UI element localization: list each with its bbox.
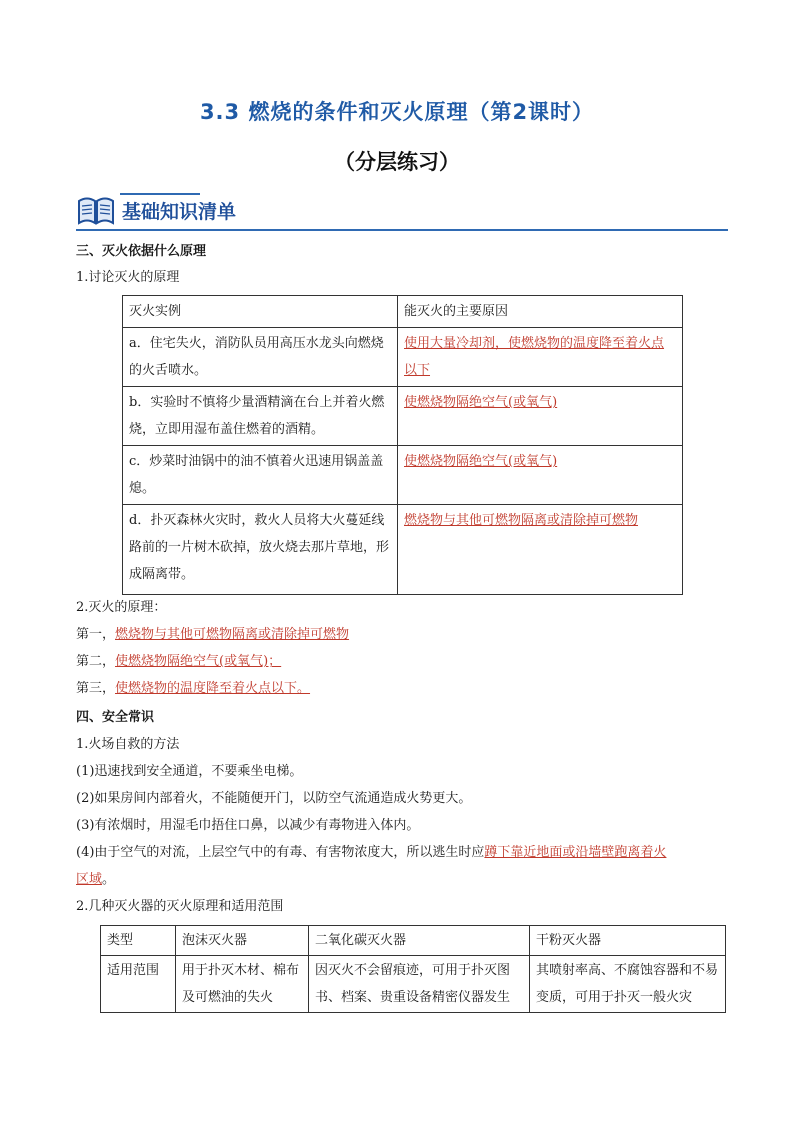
answer-text: 使用大量冷却剂，使燃烧物的温度降至着火点以下 — [404, 336, 665, 378]
table-cell-reason — [398, 328, 683, 387]
principle-prefix: 第三， — [76, 681, 116, 696]
table-row — [123, 328, 683, 387]
banner-top-line — [120, 193, 200, 195]
answer-text: 区域 — [76, 872, 103, 887]
table-header-cell: 灭火实例 — [123, 296, 398, 328]
list-item-continued — [76, 870, 115, 890]
table-cell-example: b．实验时不慎将少量酒精滴在台上并着火燃烧，立即用湿布盖住燃着的酒精。 — [123, 387, 398, 446]
answer-text: 燃烧物与其他可燃物隔离或清除掉可燃物 — [404, 513, 639, 528]
answer-text: 使燃烧物隔绝空气(或氧气)； — [115, 654, 282, 669]
principle-line — [76, 625, 349, 645]
table-header-row — [101, 926, 726, 956]
part4-q1: 1.火场自救的方法 — [76, 737, 180, 752]
table-header-row — [123, 296, 683, 328]
page-subtitle: （分层练习） — [334, 150, 460, 174]
item-text: 。 — [102, 872, 116, 887]
table-cell-reason — [398, 446, 683, 505]
banner-rule — [76, 229, 728, 231]
table-cell: 适用范围 — [101, 956, 176, 1013]
principle-line — [76, 652, 281, 672]
principle-prefix: 第一， — [76, 627, 116, 642]
table-header-cell: 二氧化碳灭火器 — [309, 926, 530, 956]
table-header-cell: 泡沫灭火器 — [176, 926, 309, 956]
table-cell-example: a．住宅失火，消防队员用高压水龙头向燃烧的火舌喷水。 — [123, 328, 398, 387]
list-item — [76, 843, 666, 863]
item-text: (4)由于空气的对流，上层空气中的有毒、有害物浓度大，所以逃生时应 — [76, 845, 485, 860]
table-row — [123, 446, 683, 505]
table-row — [123, 387, 683, 446]
extinguish-principle-table — [122, 295, 683, 595]
table-header-cell: 干粉灭火器 — [530, 926, 726, 956]
table-cell: 其喷射率高、不腐蚀容器和不易变质，可用于扑灭一般火灾 — [530, 956, 726, 1013]
section-banner — [76, 191, 728, 231]
table-cell-example: c．炒菜时油锅中的油不慎着火迅速用锅盖盖熄。 — [123, 446, 398, 505]
list-item: (1)迅速找到安全通道，不要乘坐电梯。 — [76, 764, 303, 779]
table-cell: 用于扑灭木材、棉布及可燃油的失火 — [176, 956, 309, 1013]
part4-heading: 四、安全常识 — [76, 710, 155, 725]
table-cell-reason — [398, 505, 683, 595]
part3-q2: 2.灭火的原理： — [76, 600, 167, 615]
answer-text: 使燃烧物的温度降至着火点以下。 — [115, 681, 311, 696]
part3-heading: 三、灭火依据什么原理 — [76, 244, 207, 259]
table-header-cell: 类型 — [101, 926, 176, 956]
list-item: (3)有浓烟时，用湿毛巾捂住口鼻，以减少有毒物进入体内。 — [76, 818, 420, 833]
list-item: (2)如果房间内部着火，不能随便开门，以防空气流通造成火势更大。 — [76, 791, 472, 806]
extinguisher-table — [100, 925, 726, 1013]
table-cell-reason — [398, 387, 683, 446]
table-row — [123, 505, 683, 595]
table-header-cell: 能灭火的主要原因 — [398, 296, 683, 328]
answer-text: 燃烧物与其他可燃物隔离或清除掉可燃物 — [115, 627, 350, 642]
table-row — [101, 956, 726, 1013]
table-cell-example: d．扑灭森林火灾时，救火人员将大火蔓延线路前的一片树木砍掉，放火烧去那片草地，形成隔离带。 — [123, 505, 398, 595]
page-title: 3.3 燃烧的条件和灭火原理（第2课时） — [199, 100, 595, 124]
table-cell: 因灭火不会留痕迹，可用于扑灭图书、档案、贵重设备精密仪器发生 — [309, 956, 530, 1013]
section-banner-label: 基础知识清单 — [122, 201, 237, 223]
part3-q1: 1.讨论灭火的原理 — [76, 270, 180, 285]
principle-prefix: 第二， — [76, 654, 116, 669]
principle-line — [76, 679, 310, 699]
answer-text: 蹲下靠近地面或沿墙壁跑离着火 — [484, 845, 667, 860]
part4-q2: 2.几种灭火器的灭火原理和适用范围 — [76, 899, 284, 914]
book-icon — [76, 193, 116, 231]
answer-text: 使燃烧物隔绝空气(或氧气) — [404, 454, 558, 469]
answer-text: 使燃烧物隔绝空气(或氧气) — [404, 395, 558, 410]
